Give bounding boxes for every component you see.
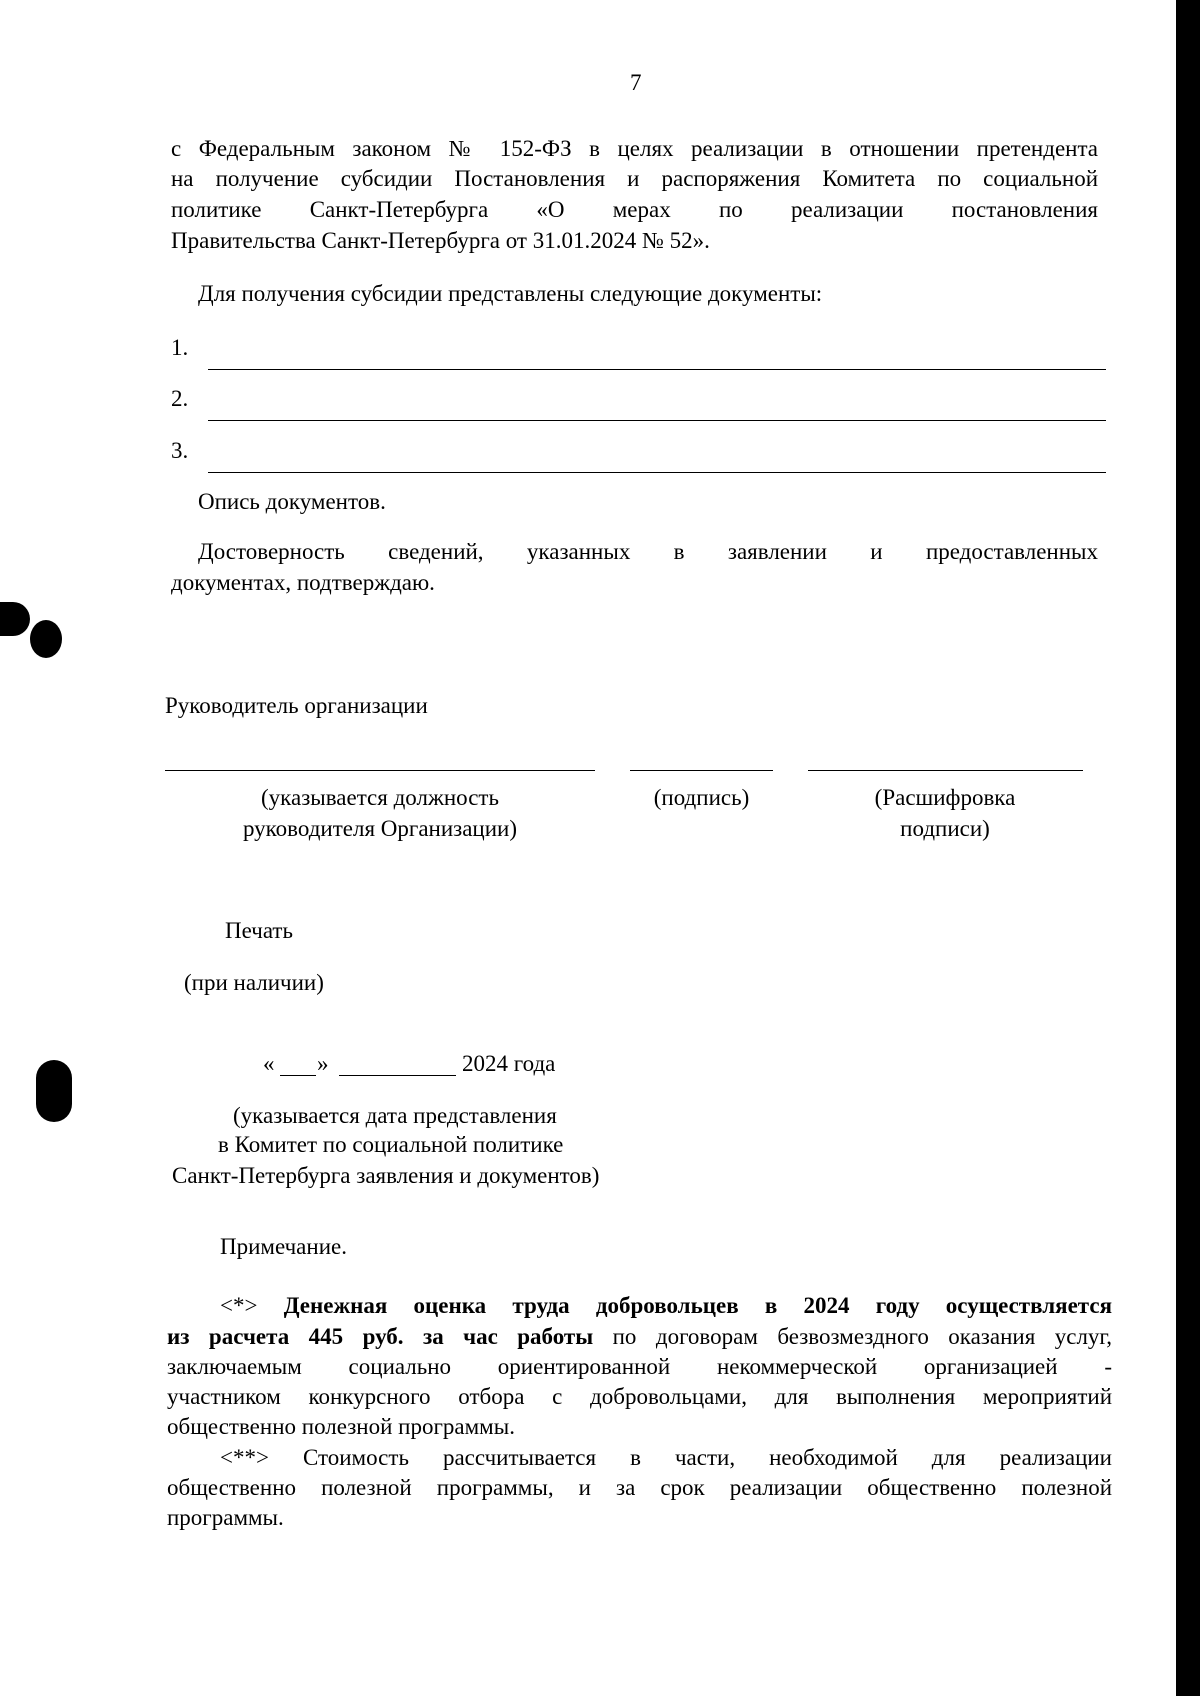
inventory-text: Опись документов. xyxy=(198,489,386,514)
date-month-blank[interactable] xyxy=(339,1075,456,1076)
note-1-rest-1: по договорам безвозмездного оказания услуг, xyxy=(612,1324,1113,1349)
note-2-line-2: общественно полезной программы, и за срок реализации общественно полезной xyxy=(167,1475,1112,1500)
position-line[interactable] xyxy=(165,770,595,771)
document-item-line[interactable] xyxy=(208,369,1106,370)
note-1-line-4: участником конкурсного отбора с добровольцами, для выполнения мероприятий xyxy=(167,1384,1112,1409)
note-1-line-5: общественно полезной программы. xyxy=(167,1414,515,1439)
date-year-text: 2024 года xyxy=(462,1051,556,1076)
signature-decode-caption xyxy=(820,782,1070,844)
note-2-line-3: программы. xyxy=(167,1505,284,1530)
stamp-label: Печать xyxy=(225,918,293,943)
confirmation-line-2: документах, подтверждаю. xyxy=(171,570,435,595)
intro-line-1: с Федеральным законом № 152-ФЗ в целях реализации в отношении претендента xyxy=(171,136,1098,161)
signature-caption: (подпись) xyxy=(653,785,750,810)
document-item-line[interactable] xyxy=(208,420,1106,421)
position-caption xyxy=(200,782,560,844)
punch-hole-3 xyxy=(36,1060,72,1122)
date-open-quote: « xyxy=(263,1051,275,1076)
scan-page-edge xyxy=(1176,0,1200,1696)
intro-line-3: политике Санкт-Петербурга «О мерах по реализации постановления xyxy=(171,197,1098,222)
signature-heading: Руководитель организации xyxy=(165,693,428,718)
page-number: 7 xyxy=(630,70,642,95)
intro-line-2: на получение субсидии Постановления и распоряжения Комитета по социальной xyxy=(171,166,1098,191)
signature-line[interactable] xyxy=(630,770,773,771)
position-caption-line-1: (указывается должность xyxy=(261,785,499,810)
date-close-quote: » xyxy=(317,1051,329,1076)
note-1-line-3: заключаемым социально ориентированной некоммерческой организацией - xyxy=(167,1354,1112,1379)
punch-hole-1 xyxy=(0,602,30,636)
confirmation-line-1: Достоверность сведений, указанных в заявлении и предоставленных xyxy=(198,539,1098,564)
note-1-bold-2: из расчета 445 руб. за час работы xyxy=(167,1324,594,1349)
document-item-number: 2. xyxy=(171,386,189,411)
documents-heading: Для получения субсидии представлены следующие документы: xyxy=(198,281,823,306)
date-caption-line-1: (указывается дата представления xyxy=(233,1103,557,1128)
intro-line-4: Правительства Санкт-Петербурга от 31.01.2024 № 52». xyxy=(171,228,710,253)
note-1-line-1 xyxy=(220,1290,1112,1321)
date-day-blank[interactable] xyxy=(280,1075,316,1076)
decode-caption-line-1: (Расшифровка xyxy=(874,785,1016,810)
position-caption-line-2: руководителя Организации) xyxy=(242,816,518,841)
signature-decode-line[interactable] xyxy=(808,770,1083,771)
document-item-line[interactable] xyxy=(208,472,1106,473)
note-2-line-1: <**> Стоимость рассчитывается в части, необходимой для реализации xyxy=(220,1445,1112,1470)
notes-heading: Примечание. xyxy=(220,1234,347,1259)
note-1-line-2 xyxy=(167,1321,1112,1352)
note-1-marker: <*> xyxy=(220,1293,258,1318)
date-caption-line-2: в Комитет по социальной политике xyxy=(218,1132,564,1157)
note-1-bold-1: Денежная оценка труда добровольцев в 2024 году осуществляется xyxy=(283,1293,1113,1318)
decode-caption-line-2: подписи) xyxy=(900,816,990,841)
document-item-number: 3. xyxy=(171,438,189,463)
date-caption-line-3: Санкт-Петербурга заявления и документов) xyxy=(172,1163,600,1188)
stamp-note: (при наличии) xyxy=(184,970,324,995)
punch-hole-2 xyxy=(30,620,62,658)
document-item-number: 1. xyxy=(171,335,189,360)
